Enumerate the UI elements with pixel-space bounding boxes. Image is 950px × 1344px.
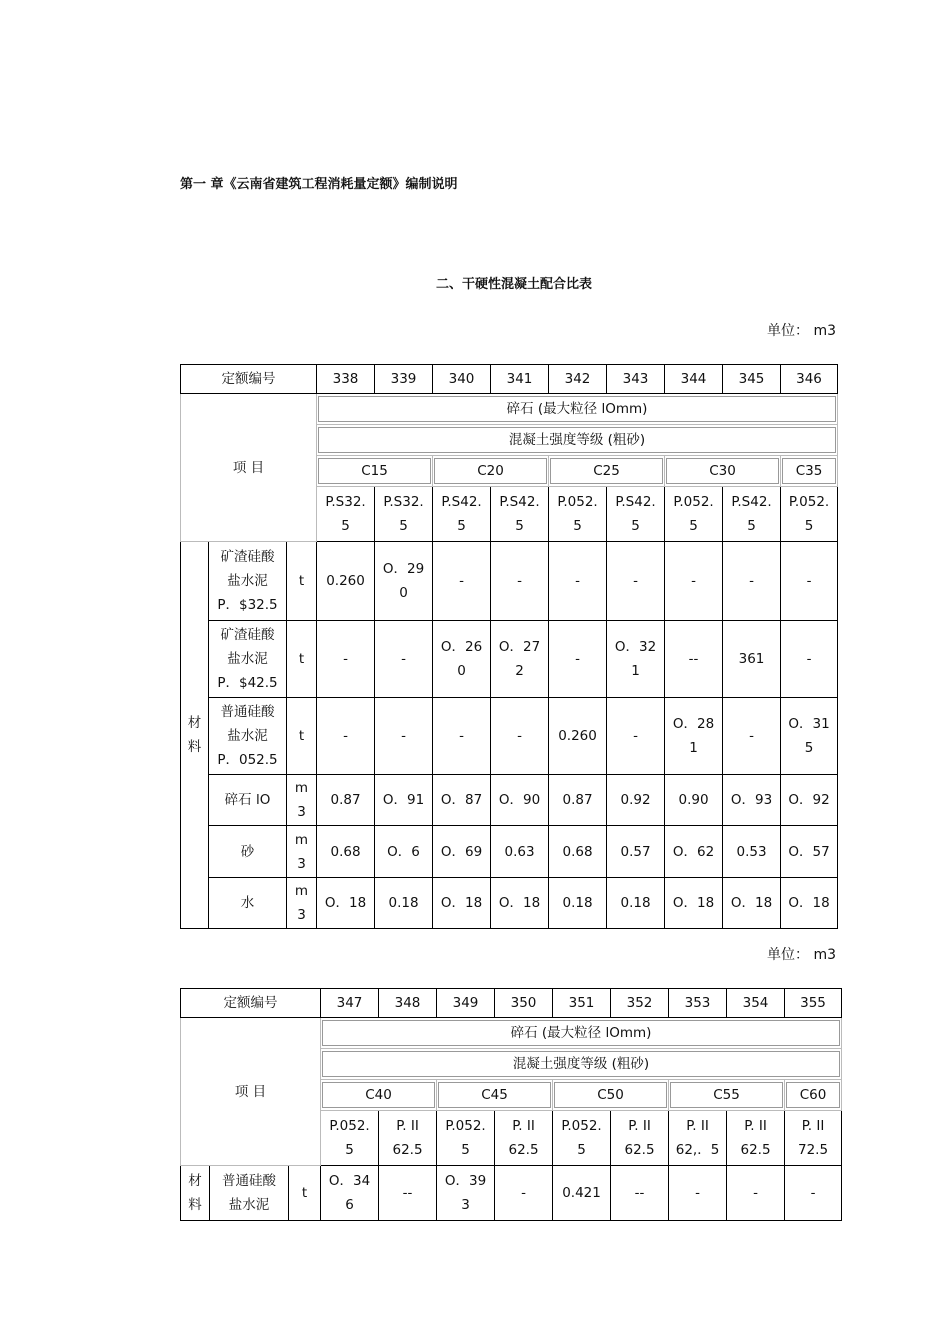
quota-number-header: 定额编号 (181, 365, 317, 394)
quota-number: 351 (553, 989, 611, 1018)
material-value: 0.87 (317, 775, 375, 826)
material-value: O．92 (781, 775, 838, 826)
quota-number: 339 (375, 365, 433, 394)
material-value: - (723, 698, 781, 775)
strength-grade: C30 (666, 458, 779, 484)
material-value: O．91 (375, 775, 433, 826)
material-value: 0.57 (607, 826, 665, 878)
strength-grade: C25 (550, 458, 663, 484)
material-value: - (607, 698, 665, 775)
material-value: O．18 (665, 878, 723, 929)
material-value: 0.63 (491, 826, 549, 878)
item-label: 项 目 (181, 394, 317, 542)
material-value: - (375, 698, 433, 775)
material-value: 0.18 (549, 878, 607, 929)
chapter-title: 第一 章《云南省建筑工程消耗量定额》编制说明 (180, 177, 458, 192)
strength-grade: C60 (786, 1082, 840, 1108)
material-value: - (723, 542, 781, 621)
material-value: O．32 1 (607, 621, 665, 698)
cement-type: P. II 62.5 (727, 1111, 785, 1166)
strength-grade: C20 (434, 458, 547, 484)
material-value: - (549, 621, 607, 698)
material-name: 普通硅酸 盐水泥 P．052.5 (209, 698, 287, 775)
material-value: 0.53 (723, 826, 781, 878)
material-value: O．93 (723, 775, 781, 826)
material-value: - (491, 698, 549, 775)
quota-number: 345 (723, 365, 781, 394)
quota-number: 347 (321, 989, 379, 1018)
cement-type: P.S32. 5 (375, 487, 433, 542)
cement-type: P.S42. 5 (433, 487, 491, 542)
material-value: - (375, 621, 433, 698)
quota-number: 340 (433, 365, 491, 394)
material-value: -- (611, 1166, 669, 1221)
material-value: 361 (723, 621, 781, 698)
cement-type: P.052. 5 (665, 487, 723, 542)
cement-type: P.S42. 5 (723, 487, 781, 542)
quota-number: 349 (437, 989, 495, 1018)
cement-type: P.S32. 5 (317, 487, 375, 542)
quota-number: 352 (611, 989, 669, 1018)
material-value: - (433, 542, 491, 621)
section-title: 二、干硬性混凝土配合比表 (435, 277, 592, 292)
material-value: - (495, 1166, 553, 1221)
material-value: O．6 (375, 826, 433, 878)
material-value: O．28 1 (665, 698, 723, 775)
material-value: - (785, 1166, 842, 1221)
cement-type: P. II 72.5 (785, 1111, 842, 1166)
material-unit: t (287, 698, 317, 775)
cement-type: P.052. 5 (321, 1111, 379, 1166)
material-value: 0.260 (317, 542, 375, 621)
aggregate-label: 碎石 (最大粒径 lOmm) (322, 1020, 840, 1046)
material-unit: m 3 (287, 826, 317, 878)
material-name: 砂 (209, 826, 287, 878)
material-value: - (727, 1166, 785, 1221)
material-value: 0.68 (317, 826, 375, 878)
material-unit: m 3 (287, 878, 317, 929)
material-value: - (781, 621, 838, 698)
cement-type: P.052. 5 (549, 487, 607, 542)
material-value: O．31 5 (781, 698, 838, 775)
material-value: - (317, 698, 375, 775)
material-value: O．27 2 (491, 621, 549, 698)
strength-grade: C40 (322, 1082, 435, 1108)
unit-label: 单位： m3 (767, 947, 836, 963)
material-value: - (491, 542, 549, 621)
quota-number: 354 (727, 989, 785, 1018)
material-value: O．34 6 (321, 1166, 379, 1221)
material-value: O．90 (491, 775, 549, 826)
material-value: 0.18 (375, 878, 433, 929)
material-value: -- (665, 621, 723, 698)
material-value: - (669, 1166, 727, 1221)
material-value: O．18 (781, 878, 838, 929)
cement-type: P.S42. 5 (491, 487, 549, 542)
material-value: 0.18 (607, 878, 665, 929)
material-name: 普通硅酸 盐水泥 (210, 1166, 289, 1221)
materials-label: 材 料 (181, 542, 209, 929)
material-unit: t (289, 1166, 321, 1221)
strength-grade: C50 (554, 1082, 667, 1108)
strength-grade: C55 (670, 1082, 783, 1108)
cement-type: P. II 62.5 (611, 1111, 669, 1166)
material-unit: t (287, 621, 317, 698)
material-unit: m 3 (287, 775, 317, 826)
quota-number: 342 (549, 365, 607, 394)
material-value: O．29 0 (375, 542, 433, 621)
strength-grade: C45 (438, 1082, 551, 1108)
material-value: O．39 3 (437, 1166, 495, 1221)
material-value: - (317, 621, 375, 698)
quota-number: 346 (781, 365, 838, 394)
material-value: 0.68 (549, 826, 607, 878)
material-value: - (781, 542, 838, 621)
cement-type: P.052. 5 (781, 487, 838, 542)
quota-number: 350 (495, 989, 553, 1018)
material-name: 矿渣硅酸 盐水泥 P．$32.5 (209, 542, 287, 621)
strength-grade: C35 (782, 458, 836, 484)
quota-number: 348 (379, 989, 437, 1018)
material-value: 0.260 (549, 698, 607, 775)
material-value: O．26 0 (433, 621, 491, 698)
material-value: O．69 (433, 826, 491, 878)
material-name: 矿渣硅酸 盐水泥 P．$42.5 (209, 621, 287, 698)
strength-grade-label: 混凝土强度等级 (粗砂) (322, 1051, 840, 1077)
cement-type: P. II 62.5 (379, 1111, 437, 1166)
quota-number: 338 (317, 365, 375, 394)
quota-number-header: 定额编号 (181, 989, 321, 1018)
quota-number: 355 (785, 989, 842, 1018)
cement-type: P.052. 5 (437, 1111, 495, 1166)
cement-type: P.S42. 5 (607, 487, 665, 542)
material-value: - (549, 542, 607, 621)
quota-number: 353 (669, 989, 727, 1018)
quota-number: 343 (607, 365, 665, 394)
item-label: 项 目 (181, 1018, 321, 1166)
quota-number: 341 (491, 365, 549, 394)
strength-grade-label: 混凝土强度等级 (粗砂) (318, 427, 836, 453)
material-value: O．18 (317, 878, 375, 929)
material-value: O．87 (433, 775, 491, 826)
material-value: - (607, 542, 665, 621)
material-name: 水 (209, 878, 287, 929)
cement-type: P.052. 5 (553, 1111, 611, 1166)
material-value: -- (379, 1166, 437, 1221)
material-value: - (433, 698, 491, 775)
aggregate-label: 碎石 (最大粒径 lOmm) (318, 396, 836, 422)
materials-label: 材 料 (181, 1166, 210, 1221)
material-value: O．57 (781, 826, 838, 878)
material-value: O．18 (491, 878, 549, 929)
material-value: 0.87 (549, 775, 607, 826)
material-value: 0.92 (607, 775, 665, 826)
quota-number: 344 (665, 365, 723, 394)
material-value: O．18 (723, 878, 781, 929)
cement-type: P. II 62.5 (495, 1111, 553, 1166)
material-value: O．62 (665, 826, 723, 878)
material-value: O．18 (433, 878, 491, 929)
material-value: 0.421 (553, 1166, 611, 1221)
strength-grade: C15 (318, 458, 431, 484)
material-name: 碎石 lO (209, 775, 287, 826)
mix-ratio-table-2 (180, 988, 842, 1221)
material-unit: t (287, 542, 317, 621)
cement-type: P. II 62,．5 (669, 1111, 727, 1166)
material-value: - (665, 542, 723, 621)
unit-label: 单位： m3 (767, 323, 836, 339)
mix-ratio-table-1 (180, 364, 838, 929)
material-value: 0.90 (665, 775, 723, 826)
